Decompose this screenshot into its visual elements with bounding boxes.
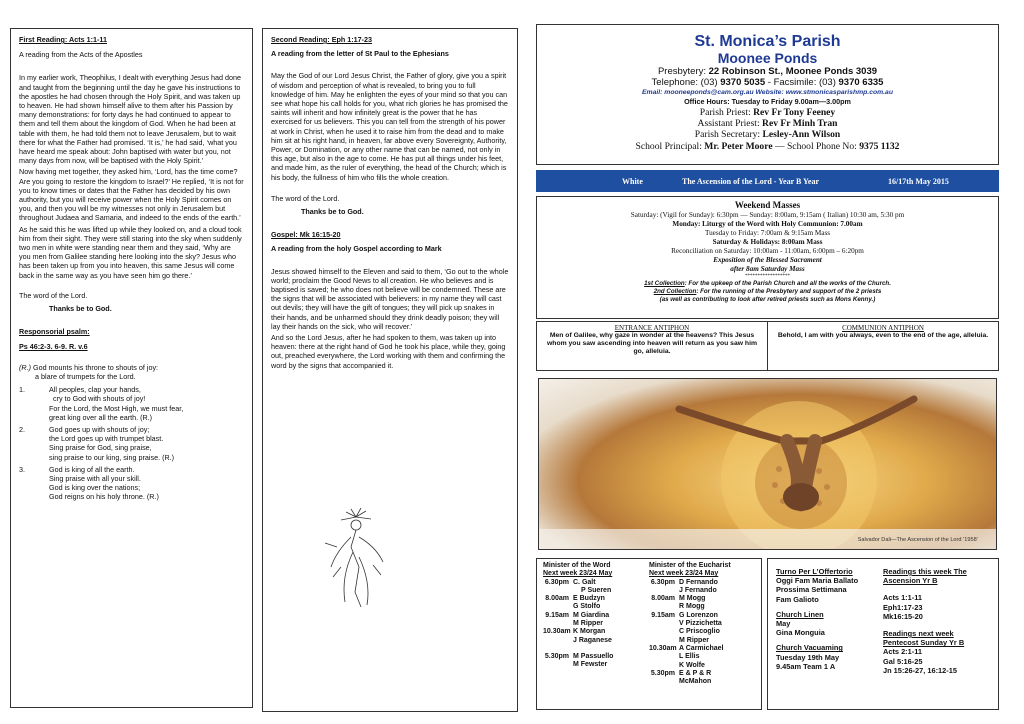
principal-label: School Principal: [635, 140, 702, 152]
secretary-label: Parish Secretary: [694, 129, 761, 141]
secretary-line [537, 129, 998, 140]
first-reading-para: As he said this he was lifted up while they looked on, and a cloud took him from their sight. They were still staring into the sky when suddenly two men in white were standing near them and they said, ‘Why are you men from Galilee standing here looking into the sky? Jesus who has been taken up from you into heaven, this same Jesus will come back in the same way as you have seen him go there.’ [19, 224, 242, 280]
vacuuming-heading: Church Vacuaming [776, 643, 843, 653]
collection-1-text: : For the upkeep of the Parish Church and all the works of the Church. [684, 280, 891, 287]
vacuuming-line: 9.45am Team 1 A [776, 661, 836, 671]
first-reading-heading: First Reading: Acts 1:1-11 [19, 35, 108, 44]
minister-row [649, 579, 755, 596]
second-reading-panel [262, 28, 518, 712]
verse-line: the Lord goes up with trumpet blast. [49, 434, 164, 444]
psalm-response-text: God mounts his throne to shouts of joy: [32, 362, 159, 372]
verse-line: God is king over the nations; [49, 483, 141, 493]
ministers-eucharist-sub: Next week 23/24 May [649, 570, 719, 578]
communion-antiphon [768, 322, 998, 370]
ministers-eucharist-heading: Minister of the Eucharist [649, 562, 731, 569]
minister-name: P Sueren [581, 586, 612, 594]
collection-note: (as well as contributing to look after retired priests such as Mons Kenny.) [659, 296, 876, 303]
minister-name: C. Galt [573, 578, 596, 586]
telephone-number: 9370 5035 [720, 77, 766, 88]
reading-ref: Jn 15:26-27, 16:12-15 [883, 665, 957, 675]
psalm-response-line2: a blare of trumpets for the Lord. [35, 371, 136, 381]
minister-time: 5.30pm [544, 652, 569, 660]
verse-line: God is king of all the earth. [49, 464, 135, 474]
school-phone: 9375 1132 [859, 140, 900, 152]
minister-row [649, 670, 755, 687]
feast-title: The Ascension of the Lord - Year B Year [682, 176, 820, 186]
presbytery-line [537, 66, 998, 77]
turno-line: Prossima Settimana [776, 585, 847, 595]
verse-line: great king over all the earth. (R.) [49, 412, 153, 422]
office-hours: Office Hours: Tuesday to Friday 9.00am—3.00pm [684, 97, 851, 106]
psalm-response-label: (R.) [19, 362, 31, 372]
minister-name: G Lorenzon [679, 611, 718, 619]
collection-1-label: 1st Collection [644, 280, 685, 287]
first-reading-word: The word of the Lord. [19, 290, 88, 300]
mass-divider: ****************** [745, 274, 790, 279]
second-reading-response: Thanks be to God. [301, 207, 364, 217]
liturgical-colour: White [622, 176, 643, 186]
first-reading-para: In my earlier work, Theophilus, I dealt with everything Jesus had done and taught from the beginning until the day he gave his instructions to the apostles he had chosen through the Holy Spirit, and was taken up to heaven. He had shown himself alive to them after his Passion by many demonstrations: for forty days he had continued to appear to them and tell them about the kingdom of God. When he had been at table with them, he had told them not to leave Jerusalem, but to wait there for what the Father had promised. ‘It is,’ he had said, ‘what you have heard me speak about: John baptised with water but you, not many days from now, will be baptised with the Holy Spirit.’ [19, 73, 241, 166]
collection-2-text: : For the running of the Presbytery and support of the 2 priests [696, 288, 882, 295]
first-reading-intro: A reading from the Acts of the Apostles [19, 50, 143, 60]
linen-heading: Church Linen [776, 609, 824, 619]
collection-2 [537, 288, 998, 296]
fax-label: - Facsimile: (03) [767, 77, 836, 88]
entrance-antiphon-text: Men of Galilee, why gaze in wonder at the heavens? This Jesus whom you saw ascending into heaven will return as you saw him go, alleluia. [547, 332, 757, 355]
minister-name: L Ellis [679, 653, 700, 661]
minister-time: 10.30am [543, 628, 571, 636]
minister-row [649, 595, 755, 612]
readings-next-heading: Readings next week Pentecost Sunday Yr B [883, 629, 965, 648]
readings-column [883, 567, 990, 701]
telephone-line [537, 77, 998, 88]
ministers-word-sub: Next week 23/24 May [543, 570, 613, 578]
minister-name: M Mogg [679, 595, 706, 603]
minister-name: G Stolfo [573, 603, 601, 611]
minister-name: E Budzyn [573, 595, 605, 603]
priest-label: Parish Priest: [699, 107, 751, 118]
second-reading-intro: A reading from the letter of St Paul to the Ephesians [271, 49, 449, 59]
reading-ref: Mk16:15-20 [883, 611, 923, 621]
minister-name: M Ripper [573, 620, 603, 628]
reading-ref: Acts 1:1-11 [883, 593, 923, 603]
verse-line: God goes up with shouts of joy; [49, 424, 150, 434]
minister-time: 10.30am [649, 644, 677, 652]
feast-date: 16/17th May 2015 [888, 176, 949, 186]
minister-row [543, 628, 649, 645]
antiphons-panel [536, 321, 999, 371]
parish-location: Moonee Ponds [717, 50, 818, 66]
entrance-antiphon [537, 322, 768, 370]
verse-line: cry to God with shouts of joy! [53, 394, 146, 404]
reading-ref: Gal 5:16-25 [883, 656, 923, 666]
turno-readings-panel [767, 558, 999, 710]
masses-heading: Weekend Masses [734, 200, 801, 210]
minister-row [543, 579, 649, 596]
psalm-ref: Ps 46:2-3. 6-9. R. v.6 [19, 342, 88, 352]
presbytery-label: Presbytery: [657, 66, 706, 77]
verse-number: 2. [19, 424, 25, 434]
ascension-figure-icon [539, 379, 997, 550]
minister-time: 6.30pm [544, 578, 569, 586]
minister-name: V Pizzichetta [679, 620, 722, 628]
minister-row [649, 645, 755, 670]
psalm-heading: Responsorial psalm: [19, 327, 90, 337]
verse-line: sing praise to our king, sing praise. (R.) [49, 452, 175, 462]
psalm-response [19, 363, 244, 372]
minister-row [543, 595, 649, 612]
verse-line: All peoples, clap your hands, [49, 385, 141, 395]
minister-name: M Fewster [573, 661, 608, 669]
communion-antiphon-text: Behold, I am with you always, even to the end of the age, alleluia. [777, 332, 989, 339]
weekend-masses-panel [536, 196, 999, 319]
mass-line: Reconciliation on Saturday: 10:00am - 11:00am, 6:00pm – 6:20pm [671, 247, 864, 255]
minister-name: J Fernando [679, 586, 717, 594]
verse-line: Sing praise with all your skill. [49, 473, 141, 483]
presbytery-address: 22 Robinson St., Moonee Ponds 3039 [708, 66, 878, 77]
feast-band [536, 170, 999, 192]
entrance-antiphon-heading: ENTRANCE ANTIPHON [614, 324, 690, 332]
mass-line: Exposition of the Blessed Sacrament [713, 256, 822, 264]
minister-name: R Mogg [679, 603, 705, 611]
minister-time: 5.30pm [650, 669, 675, 677]
minister-name: D Fernando [679, 578, 718, 586]
verse-line: For the Lord, the Most High, we must fear, [49, 403, 184, 413]
turno-line: Oggi Fam Maria Ballato [776, 576, 859, 586]
minister-time: 9.15am [545, 611, 569, 619]
psalm-verse [19, 425, 244, 462]
principal-line [537, 141, 998, 152]
second-reading-text: May the God of our Lord Jesus Christ, the Father of glory, give you a spirit of wisdom and perception of what is revealed, to bring you to full knowledge of him. May he enlighten the eyes of your mind so that you can see what hope his call holds for you, what rich glories he has promised the saints will inherit and how infinitely great is the power that he has exercised for us believers. This you can tell from the strength of his power at work in Christ, when he used it to raise him from the dead and to make him sit at his right hand, in heaven, far above every Sovereignty, Authority, Power, or Domination, or any other name that can be named, not only in this age, but also in the age to come. He has put all things under his feet, and made him, as the ruler of everything, the head of the Church; which is his body, the fullness of him who fills the whole creation. [271, 71, 508, 182]
minister-name: K Wolfe [679, 661, 705, 669]
minister-name: M Passuello [573, 652, 614, 660]
minister-name: J Raganese [573, 636, 612, 644]
telephone-label: Telephone: (03) [651, 77, 718, 88]
communion-antiphon-heading: COMMUNION ANTIPHON [842, 324, 924, 332]
dali-ascension-artwork [538, 378, 997, 550]
psalm-verse [19, 465, 244, 502]
verse-number: 1. [19, 385, 25, 395]
vacuuming-line: Tuesday 19th May [776, 652, 840, 662]
fax-number: 9370 6335 [838, 77, 884, 88]
assistant-priest-line [537, 118, 998, 129]
gospel-intro: A reading from the holy Gospel according to Mark [271, 244, 442, 254]
mass-line: Monday: Liturgy of the Word with Holy Communion: 7.00am [672, 220, 863, 228]
minister-name: K Morgan [573, 628, 606, 636]
minister-name: C Priscoglio [679, 628, 720, 636]
gospel-para: Jesus showed himself to the Eleven and said to them, ‘Go out to the whole world; proclaim the Good News to all creation. He who believes and is baptised is saved; he who does not believe will be condemned. These are the signs that will be associated with believers: in my name they will cast out devils; they will have the gift of tongues; they will pick up snakes in their hands, and be unharmed should they drink deadly poison; they will lay their hands on the sick, who will recover.’ [271, 266, 509, 331]
turno-heading: Turno Per L’Offertorio [776, 567, 853, 576]
verse-number: 3. [19, 464, 25, 474]
minister-name: E & P & R [679, 669, 712, 677]
minister-time: 8.00am [651, 595, 675, 603]
minister-name: McMahon [679, 678, 712, 686]
gospel-heading: Gospel: Mk 16:15-20 [271, 230, 341, 240]
parish-name: St. Monica’s Parish [694, 33, 841, 50]
mass-line: Saturday & Holidays: 8:00am Mass [712, 238, 823, 246]
minister-time: 6.30pm [650, 578, 675, 586]
minister-name: M Giardina [573, 611, 610, 619]
linen-line: Gina Monguia [776, 628, 825, 638]
reading-ref: Eph1:17-23 [883, 602, 923, 612]
second-reading-word: The word of the Lord. [271, 193, 340, 203]
assistant-label: Assistant Priest: [697, 118, 760, 130]
turno-line: Fam Galioto [776, 594, 819, 604]
assistant-name: Rev Fr Minh Tran [762, 118, 838, 130]
first-reading-response: Thanks be to God. [49, 304, 112, 314]
ministers-eucharist-column [649, 562, 755, 706]
gospel-para: And so the Lord Jesus, after he had spoken to them, was taken up into heaven: there at the right hand of God he took his place, while they, going out, preached everywhere, the Lord working with them and confirming the word by the signs that accompanied it. [271, 333, 506, 370]
collection-2-label: 2nd Collection [653, 288, 697, 295]
second-reading-heading: Second Reading: Eph 1:17-23 [271, 35, 373, 44]
collection-1 [537, 280, 998, 288]
psalm-verse [19, 385, 244, 422]
parish-priest-line [537, 107, 998, 118]
mass-line: after 8am Saturday Mass [730, 265, 805, 273]
readings-this-heading: Readings this week The Ascension Yr B [883, 567, 967, 586]
ministers-word-heading: Minister of the Word [543, 562, 611, 569]
turno-column [776, 567, 883, 701]
ascension-sketch-icon [311, 507, 401, 617]
minister-row [543, 612, 649, 629]
minister-time: 8.00am [545, 595, 569, 603]
minister-row [543, 653, 649, 670]
artwork-caption: Salvador Dali—The Ascension of the Lord ‘1958’ [857, 537, 978, 543]
principal-name: Mr. Peter Moore [704, 140, 773, 152]
ministers-panel [536, 558, 762, 710]
email-website-line[interactable]: Email: mooneeponds@cam.org.au Website: www.stmonicasparishmp.com.au [642, 89, 893, 96]
first-reading-para: Now having met together, they asked him, ‘Lord, has the time come? Are you going to restore the kingdom to Israel?’ He replied, ‘It is not for you to know times or dates that the Father has decided by his own authority, but you will receive power when the Holy Spirit comes on you, and then you will be my witnesses not only in Jerusalem but throughout Judaea and Samaria, and indeed to the ends of the earth.’ [19, 167, 244, 223]
verse-line: Sing praise for God, sing praise, [49, 443, 152, 453]
verse-line: God reigns on his holy throne. (R.) [49, 492, 159, 502]
secretary-name: Lesley-Ann Wilson [762, 129, 841, 141]
parish-header [536, 24, 999, 165]
mass-line: Tuesday to Friday: 7:00am & 9:15am Mass [704, 229, 831, 237]
first-reading-panel [10, 28, 253, 708]
school-phone-label: — School Phone No: [774, 140, 857, 152]
minister-time: 9.15am [651, 611, 675, 619]
minister-name: A Carmichael [679, 644, 724, 652]
linen-line: May [776, 619, 791, 629]
mass-line: Saturday: (Vigil for Sunday): 6:30pm — Sunday: 8:00am, 9:15am ( Italian) 10:30 am, 5:30 pm [630, 211, 905, 219]
minister-row [649, 612, 755, 645]
reading-ref: Acts 2:1-11 [883, 647, 923, 657]
priest-name: Rev Fr Tony Feeney [753, 107, 836, 118]
ministers-word-column [543, 562, 649, 706]
minister-name: M Ripper [679, 636, 709, 644]
